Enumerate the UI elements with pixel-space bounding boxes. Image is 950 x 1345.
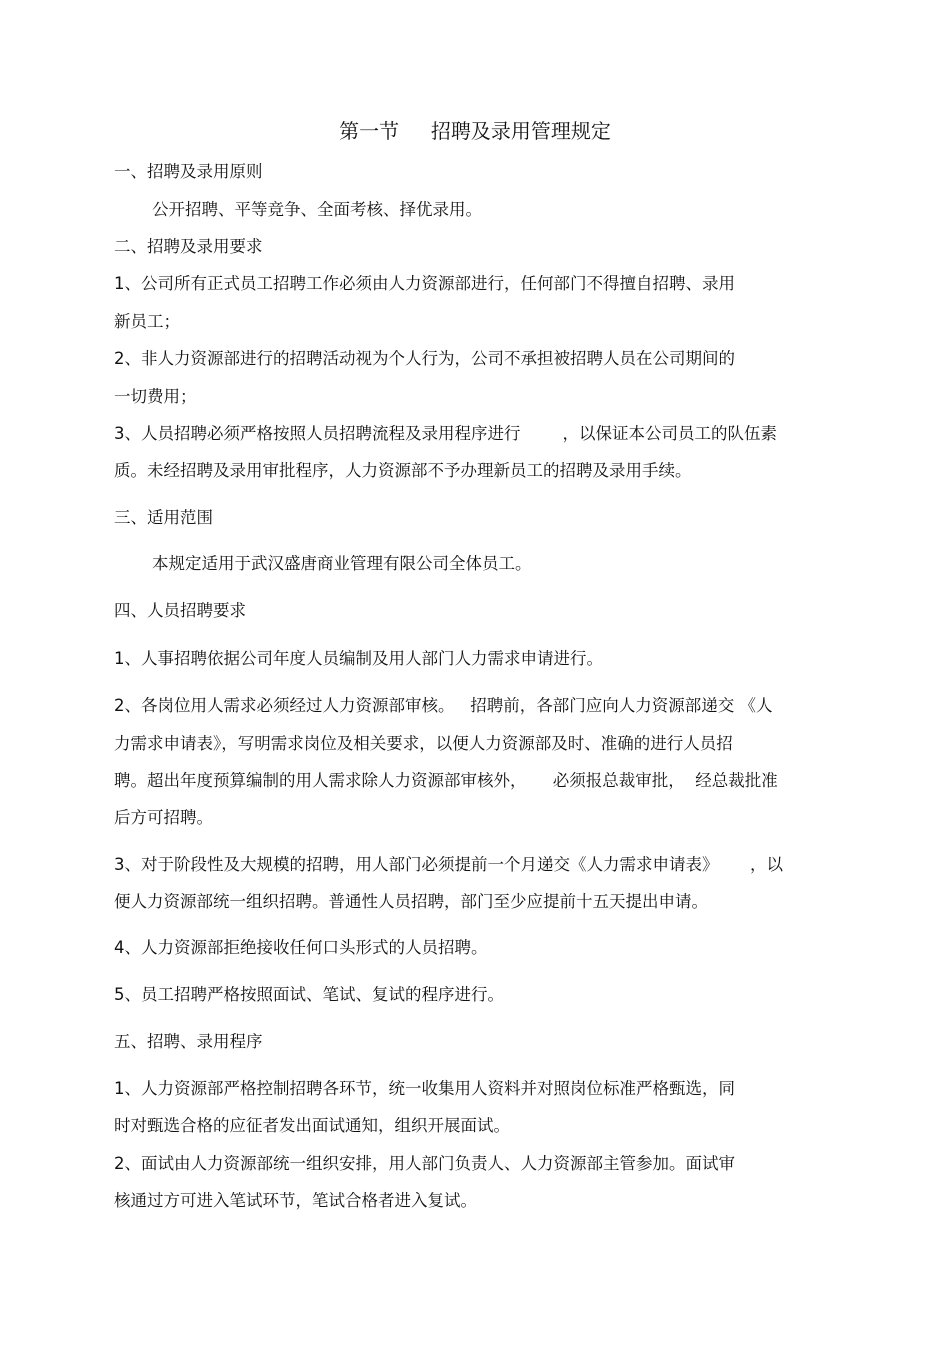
paragraph-line: 聘。超出年度预算编制的用人需求除人力资源部审核外， 必须报总裁审批， 经总裁批准 [114,771,778,790]
paragraph-line: 核通过方可进入笔试环节，笔试合格者进入复试。 [114,1191,477,1210]
paragraph-line: 力需求申请表》，写明需求岗位及相关要求，以便人力资源部及时、准确的进行人员招 [114,734,733,753]
section-heading-requirements: 二、招聘及录用要求 [114,237,263,256]
paragraph-line: 新员工； [114,312,180,331]
paragraph-line: 质。未经招聘及录用审批程序，人力资源部不予办理新员工的招聘及录用手续。 [114,461,692,480]
section-heading-procedure: 五、招聘、录用程序 [114,1032,263,1051]
section-heading-scope: 三、适用范围 [114,508,213,527]
paragraph-line: 4、人力资源部拒绝接收任何口头形式的人员招聘。 [114,938,488,957]
paragraph-line: 便人力资源部统一组织招聘。普通性人员招聘，部门至少应提前十五天提出申请。 [114,892,708,911]
paragraph-line: 时对甄选合格的应征者发出面试通知，组织开展面试。 [114,1116,510,1135]
paragraph-line: 1、人事招聘依据公司年度人员编制及用人部门人力需求申请进行。 [114,649,603,668]
page-title: 第一节 招聘及录用管理规定 [339,119,611,143]
paragraph-line: 2、面试由人力资源部统一组织安排，用人部门负责人、人力资源部主管参加。面试审 [114,1154,735,1173]
paragraph-line: 一切费用； [114,387,197,406]
paragraph-line: 1、人力资源部严格控制招聘各环节，统一收集用人资料并对照岗位标准严格甄选，同 [114,1079,735,1098]
paragraph-line: 2、非人力资源部进行的招聘活动视为个人行为，公司不承担被招聘人员在公司期间的 [114,349,735,368]
paragraph-principles: 公开招聘、平等竞争、全面考核、择优录用。 [152,200,482,219]
paragraph-line: 后方可招聘。 [114,808,213,827]
section-heading-recruitment-requirements: 四、人员招聘要求 [114,601,246,620]
section-heading-principles: 一、招聘及录用原则 [114,162,263,181]
paragraph-line: 2、各岗位用人需求必须经过人力资源部审核。 招聘前，各部门应向人力资源部递交 《人 [114,696,773,715]
paragraph-line: 3、对于阶段性及大规模的招聘，用人部门必须提前一个月递交《人力需求申请表》 ，以 [114,855,783,874]
paragraph-scope: 本规定适用于武汉盛唐商业管理有限公司全体员工。 [152,554,532,573]
paragraph-line: 3、人员招聘必须严格按照人员招聘流程及录用程序进行 ，以保证本公司员工的队伍素 [114,424,777,443]
paragraph-line: 5、员工招聘严格按照面试、笔试、复试的程序进行。 [114,985,504,1004]
paragraph-line: 1、公司所有正式员工招聘工作必须由人力资源部进行，任何部门不得擅自招聘、录用 [114,274,735,293]
